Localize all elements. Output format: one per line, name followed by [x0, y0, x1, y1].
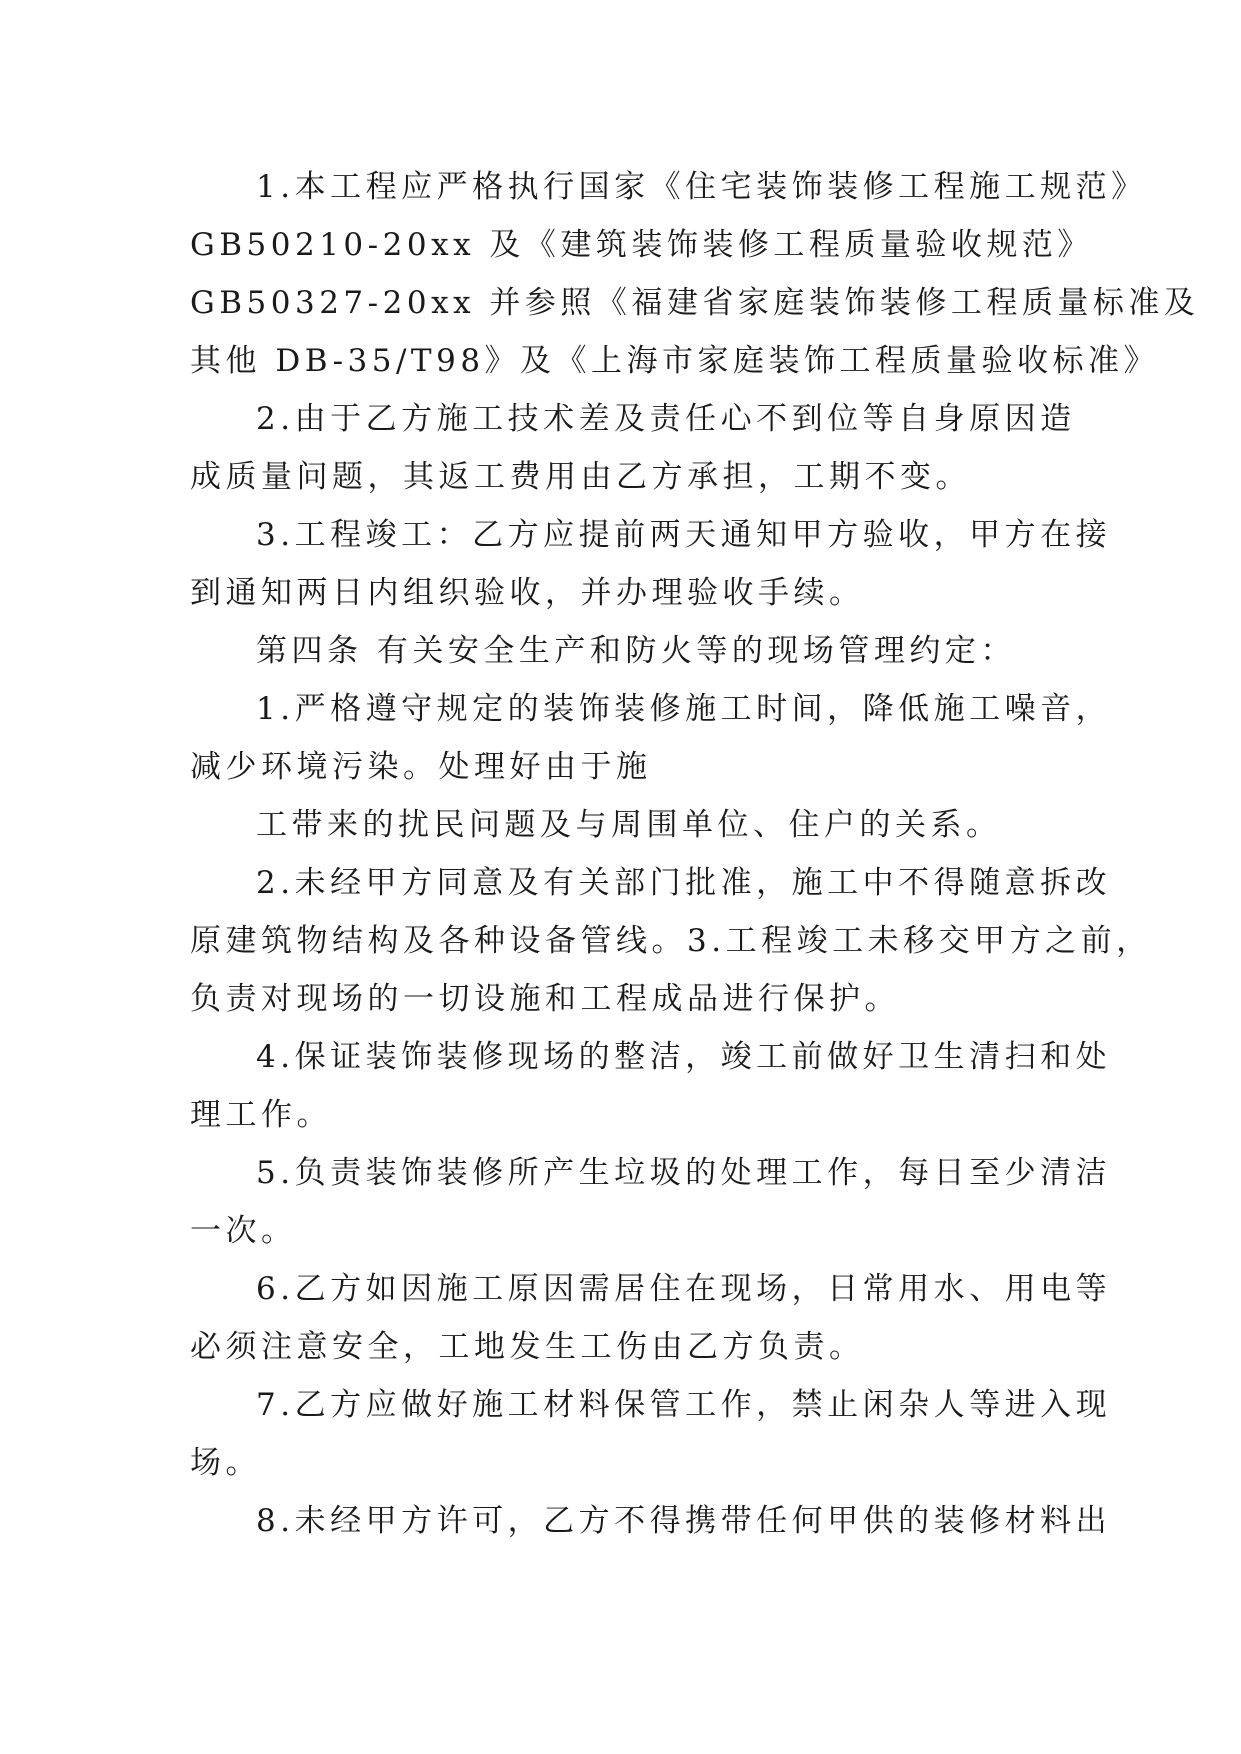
text-line: 减少环境污染。处理好由于施 — [190, 749, 652, 785]
text-line: 原建筑物结构及各种设备管线。3.工程竣工未移交甲方之前， — [190, 923, 1152, 959]
text-line: 3.工程竣工：乙方应提前两天通知甲方验收，甲方在接 — [256, 517, 1112, 553]
text-line: 1.严格遵守规定的装饰装修施工时间，降低施工噪音， — [256, 691, 1112, 727]
text-line: 5.负责装饰装修所产生垃圾的处理工作，每日至少清洁 — [256, 1155, 1112, 1191]
text-line: 负责对现场的一切设施和工程成品进行保护。 — [190, 981, 900, 1017]
text-line: 理工作。 — [190, 1097, 332, 1133]
text-line: 其他 DB-35/T98》及《上海市家庭装饰工程质量验收标准》 — [190, 343, 1160, 379]
text-line: 一次。 — [190, 1213, 297, 1249]
text-line: 工带来的扰民问题及与周围单位、住户的关系。 — [256, 807, 1002, 843]
text-line: 场。 — [190, 1445, 261, 1481]
text-line: 1.本工程应严格执行国家《住宅装饰装修工程施工规范》 — [256, 169, 1147, 205]
text-line: 必须注意安全，工地发生工伤由乙方负责。 — [190, 1329, 865, 1365]
text-line: GB50327-20xx 并参照《福建省家庭装饰装修工程质量标准及 — [190, 285, 1200, 321]
text-line: 7.乙方应做好施工材料保管工作，禁止闲杂人等进入现 — [256, 1387, 1112, 1423]
text-line: 2.由于乙方施工技术差及责任心不到位等自身原因造 — [256, 401, 1076, 437]
text-line: 2.未经甲方同意及有关部门批准，施工中不得随意拆改 — [256, 865, 1112, 901]
document-body — [190, 158, 1200, 1550]
article-heading: 第四条 有关安全生产和防火等的现场管理约定： — [256, 633, 1016, 669]
text-line: 4.保证装饰装修现场的整洁，竣工前做好卫生清扫和处 — [256, 1039, 1112, 1075]
text-line: 8.未经甲方许可，乙方不得携带任何甲供的装修材料出 — [256, 1503, 1112, 1539]
text-line: GB50210-20xx 及《建筑装饰装修工程质量验收规范》 — [190, 227, 1093, 263]
text-line: 成质量问题，其返工费用由乙方承担，工期不变。 — [190, 459, 971, 495]
text-line: 6.乙方如因施工原因需居住在现场，日常用水、用电等 — [256, 1271, 1112, 1307]
text-line: 到通知两日内组织验收，并办理验收手续。 — [190, 575, 865, 611]
